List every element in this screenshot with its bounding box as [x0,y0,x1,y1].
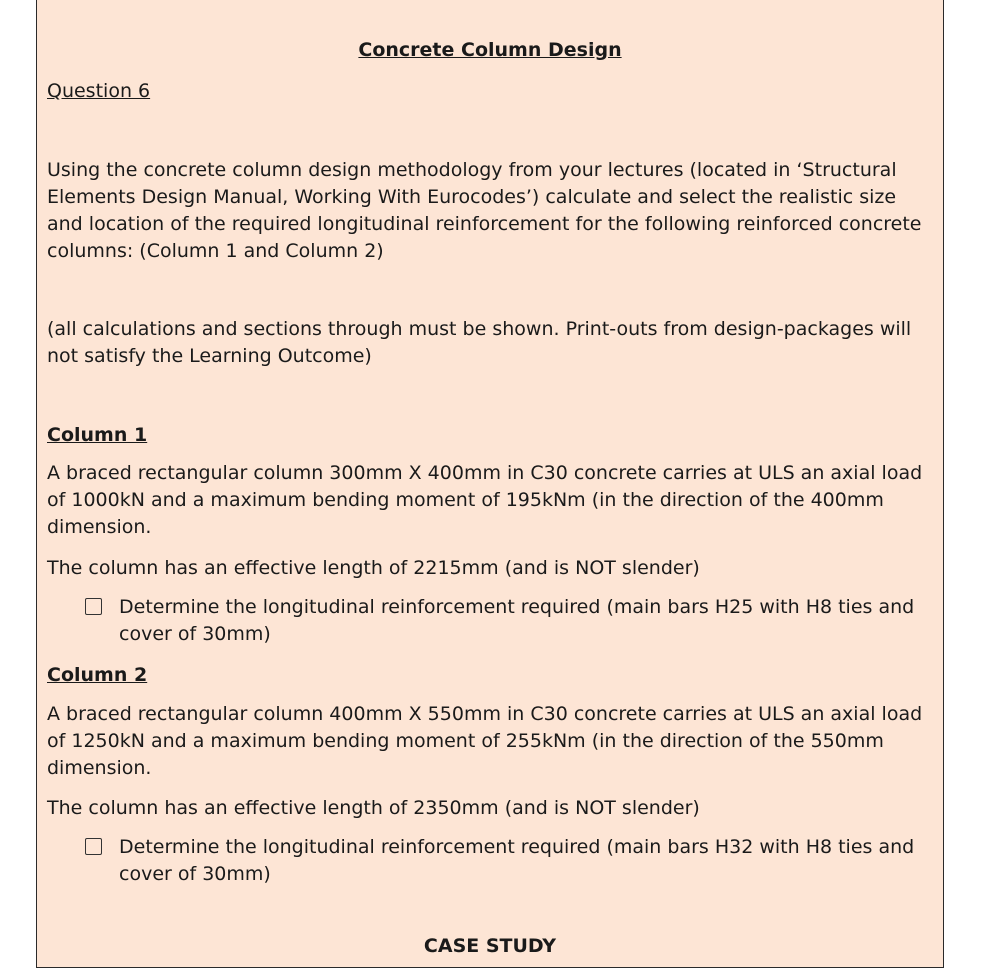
page-title: Concrete Column Design [358,39,622,61]
column-1-task-text: Determine the longitudinal reinforcement required (main bars H25 with H8 ties and cover of 30mm) [119,596,915,645]
column-2-effective-length: The column has an effective length of 2350mm (and is NOT slender) [47,797,700,819]
column-1-task [85,594,925,648]
column-2-task [85,834,925,888]
column-1-description: A braced rectangular column 300mm X 400mm in C30 concrete carries at ULS an axial load of 1000kN and a maximum bending moment of 195kNm (in the direction of the 400mm dimension. [47,462,923,538]
column-1-heading: Column 1 [47,424,148,446]
checkbox[interactable] [85,598,102,615]
question-label: Question 6 [47,80,151,102]
checkbox[interactable] [85,838,102,855]
intro-paragraph: Using the concrete column design methodology from your lectures (located in ‘Structural Elements Design Manual, Working With Eurocodes’) calculate and select the realistic size and location of the required longitudinal reinforcement for the following reinforced concrete columns: (Column 1 and Column 2) [47,159,922,262]
column-1-effective-length: The column has an effective length of 2215mm (and is NOT slender) [47,557,700,579]
column-2-heading: Column 2 [47,664,148,686]
document-page [36,0,944,968]
note-paragraph: (all calculations and sections through must be shown. Print-outs from design-packages will not satisfy the Learning Outcome) [47,318,912,367]
next-section-heading: CASE STUDY [423,935,557,957]
column-2-task-text: Determine the longitudinal reinforcement required (main bars H32 with H8 ties and cover of 30mm) [119,836,915,885]
column-2-description: A braced rectangular column 400mm X 550mm in C30 concrete carries at ULS an axial load of 1250kN and a maximum bending moment of 255kNm (in the direction of the 550mm dimension. [47,703,923,779]
